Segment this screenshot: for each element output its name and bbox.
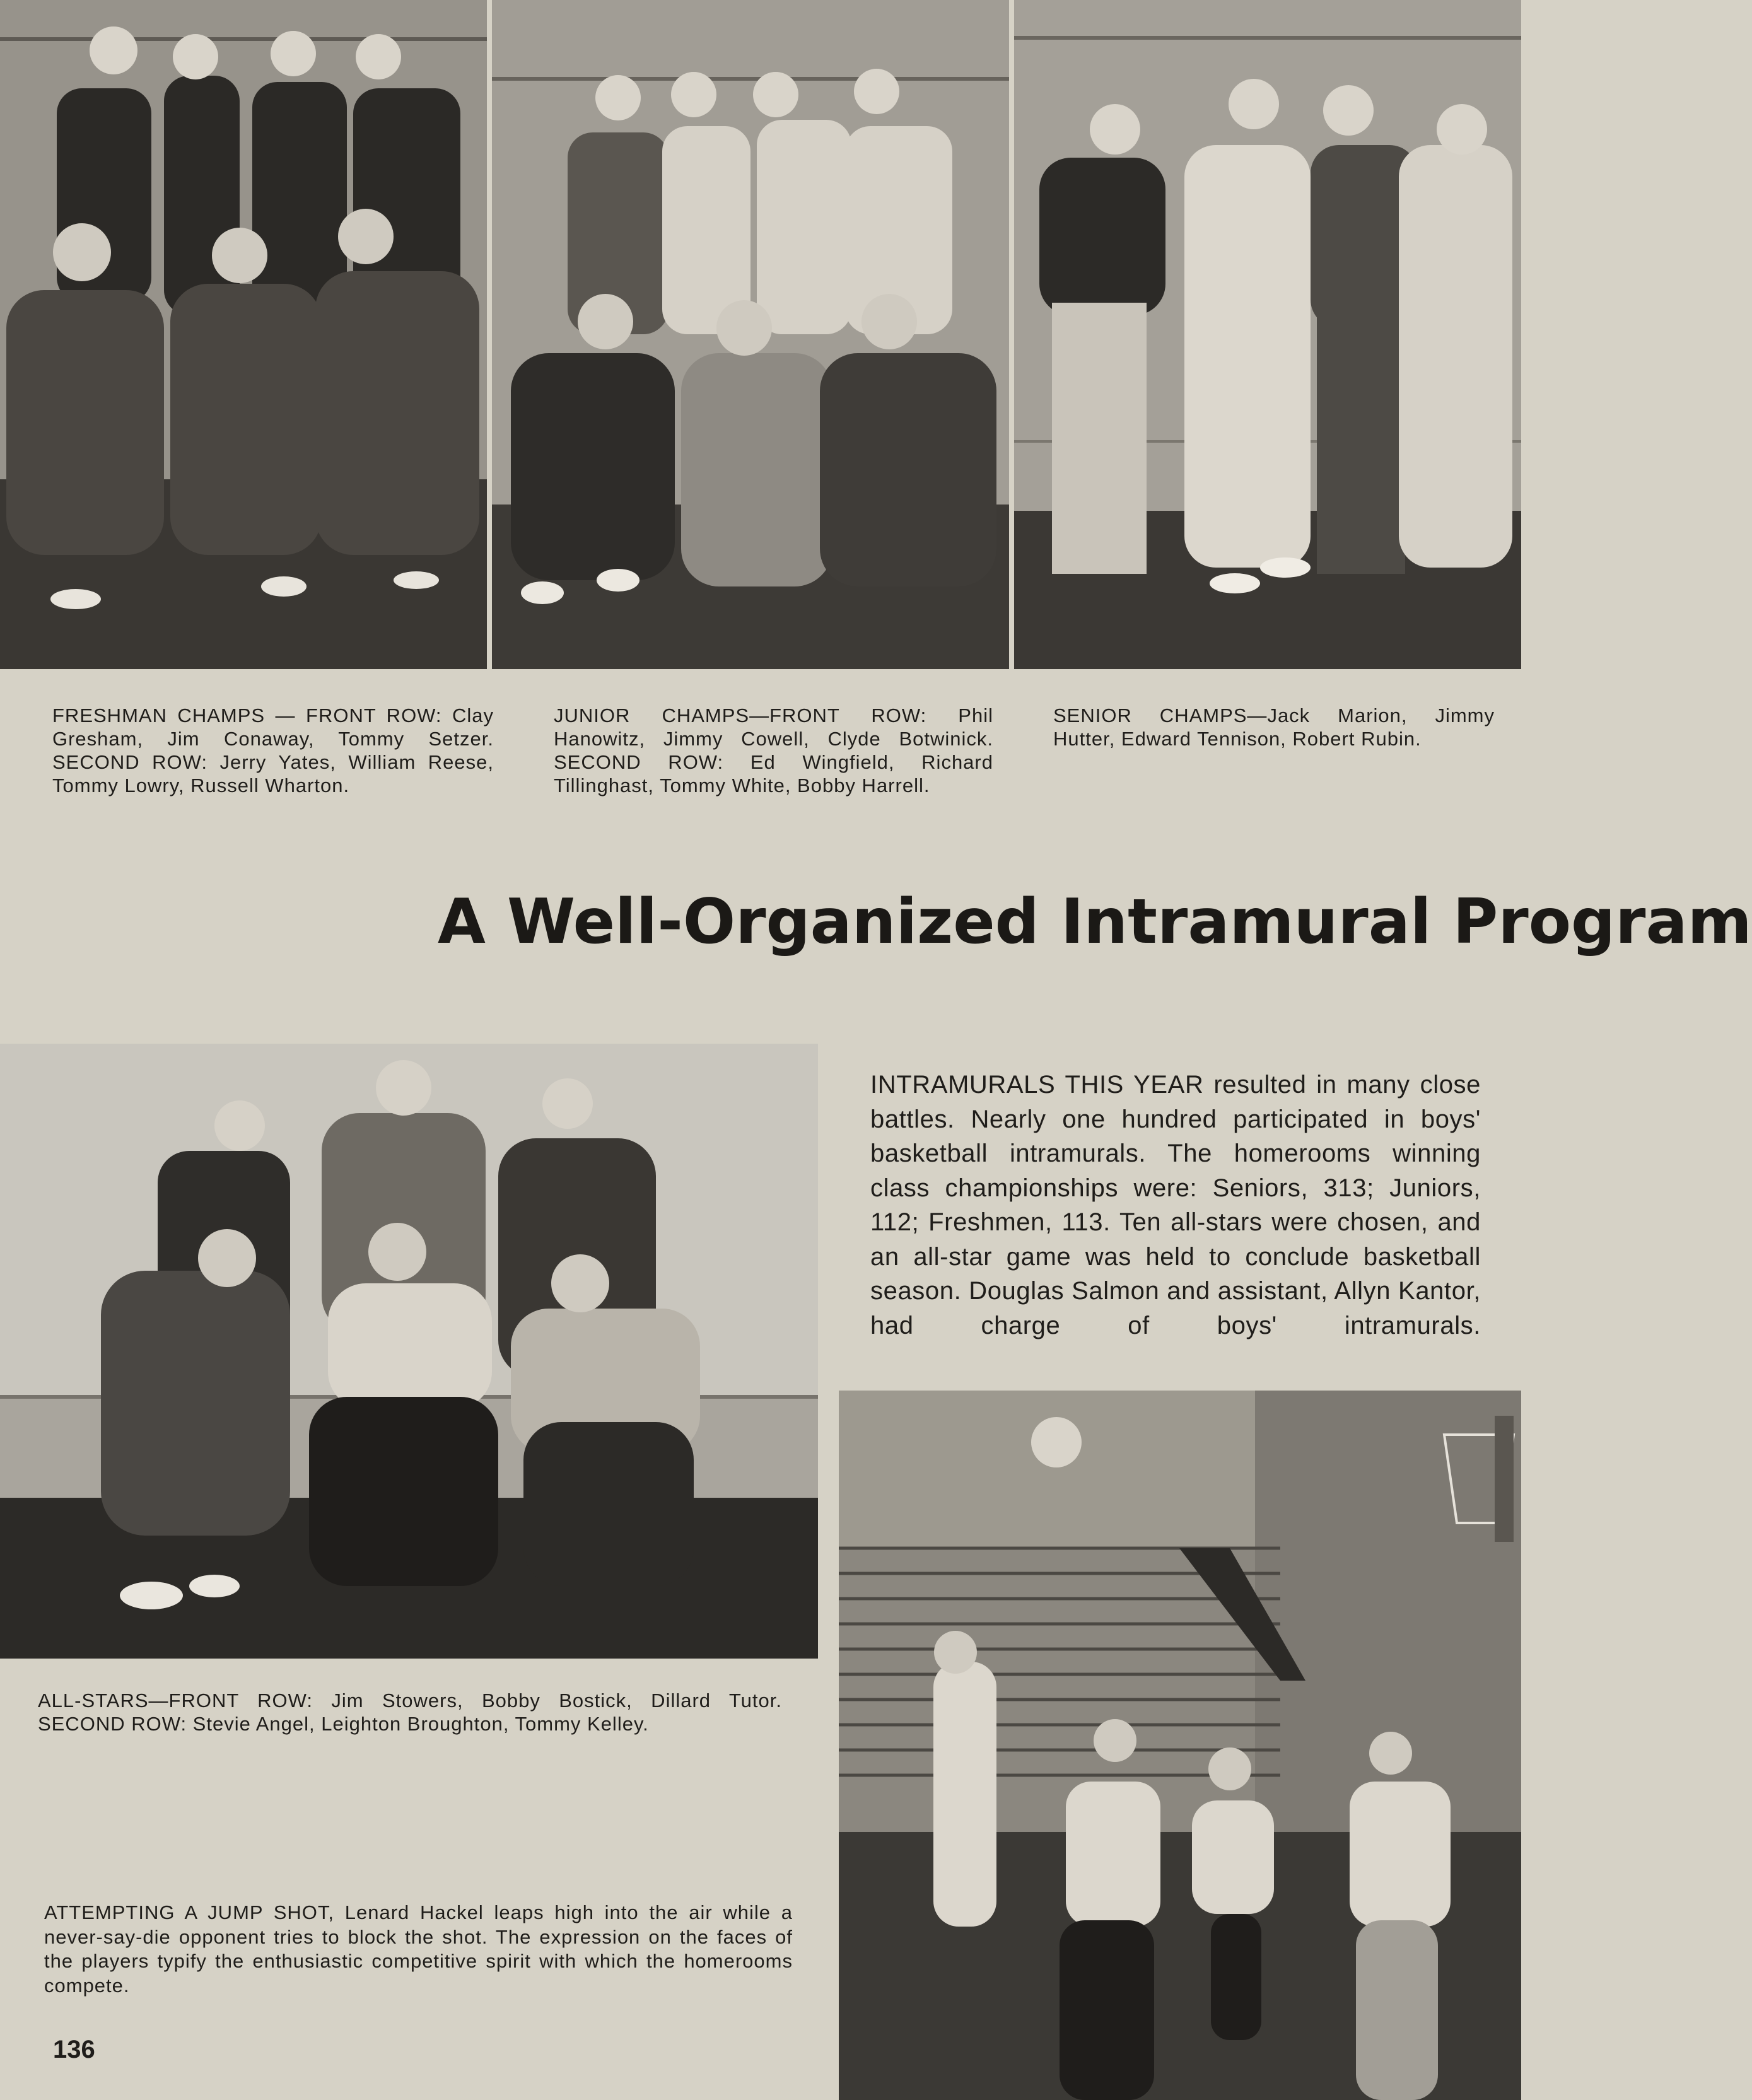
freshman-caption-lead: FRESHMAN CHAMPS — FRONT ROW: — [52, 704, 442, 726]
junior-champs-photo — [492, 0, 1009, 669]
senior-caption-text: Jack Marion, Jimmy Hutter, Edward Tennison, Robert Rubin. — [1053, 704, 1495, 750]
page-headline: A Well-Organized Intramural Program — [438, 886, 1752, 958]
page-number: 136 — [53, 2036, 95, 2063]
jump-shot-caption-lead: ATTEMPTING A JUMP SHOT, — [44, 1901, 335, 1923]
all-stars-caption — [38, 1689, 782, 1735]
senior-champs-photo — [1014, 0, 1521, 669]
all-stars-caption-text: Jim Stowers, Bobby Bostick, Dillard Tutor. SECOND ROW: Stevie Angel, Leighton Broughton, Tommy Kelley. — [38, 1689, 782, 1735]
senior-champs-caption — [1053, 704, 1495, 750]
junior-caption-lead: JUNIOR CHAMPS—FRONT ROW: — [554, 704, 927, 726]
jump-shot-photo — [839, 1391, 1521, 2100]
all-stars-photo — [0, 1044, 818, 1659]
jump-shot-caption — [44, 1901, 793, 1998]
freshman-champs-photo — [0, 0, 487, 669]
junior-champs-caption — [554, 704, 993, 797]
freshman-champs-caption — [52, 704, 494, 797]
junior-caption-text: Phil Hanowitz, Jimmy Cowell, Clyde Botwinick. SECOND ROW: Ed Wingfield, Richard Tillinghast, Tommy White, Bobby Harrell. — [554, 704, 993, 796]
all-stars-caption-lead: ALL-STARS—FRONT ROW: — [38, 1689, 313, 1712]
jump-shot-caption-text: Lenard Hackel leaps high into the air while a never-say-die opponent tries to block the shot. The expression on the faces of the players typify the enthusiastic competitive spirit with which the homerooms compete. — [44, 1901, 793, 1997]
intramurals-body-text: INTRAMURALS THIS YEAR resulted in many close battles. Nearly one hundred participated in boys' basketball intramurals. The homerooms winning class championships were: Seniors, 313; Juniors, 112; Freshmen, 113. Ten all-stars were chosen, and an all-star game was held to conclude basketball season. Douglas Salmon and assistant, Allyn Kantor, had charge of boys' intramurals. — [870, 1071, 1481, 1339]
senior-caption-lead: SENIOR CHAMPS— — [1053, 704, 1268, 726]
freshman-caption-text: Clay Gresham, Jim Conaway, Tommy Setzer. SECOND ROW: Jerry Yates, William Reese, Tommy Lowry, Russell Wharton. — [52, 704, 494, 796]
